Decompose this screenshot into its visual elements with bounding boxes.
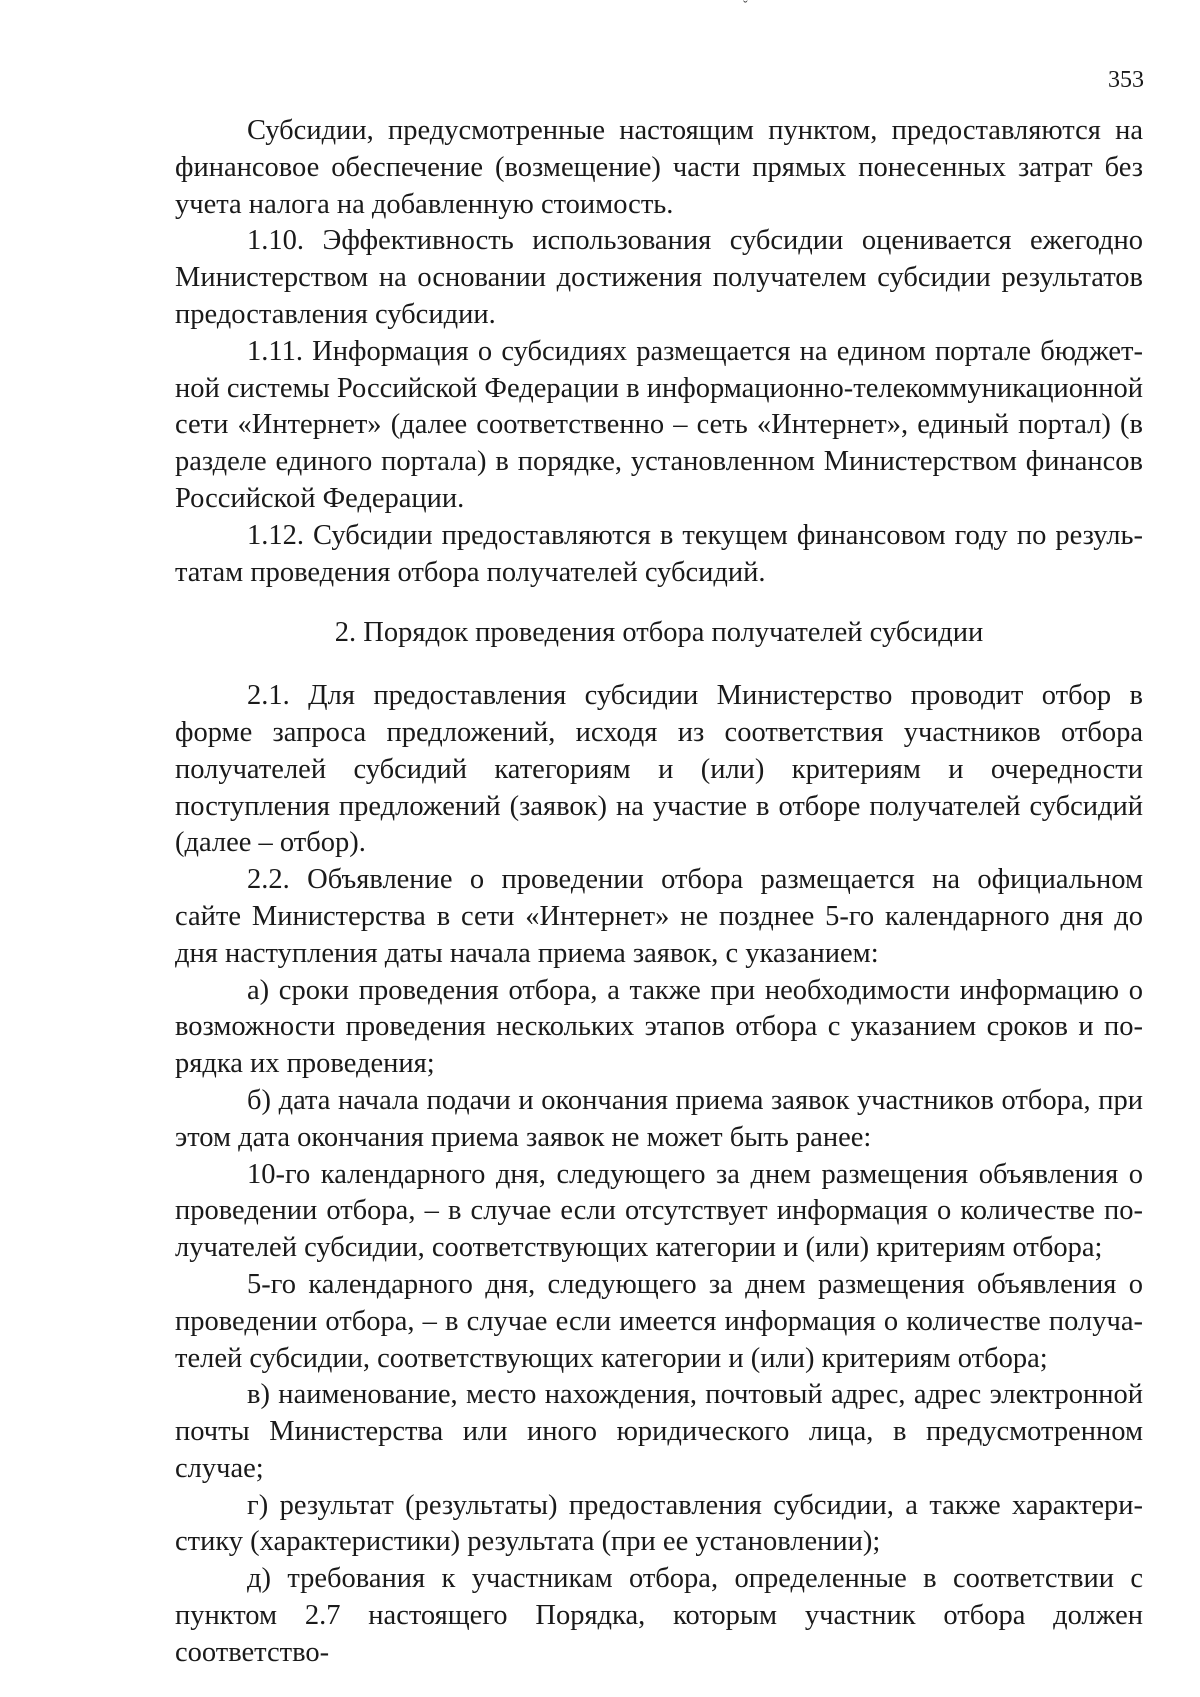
paragraph-1-12: 1.12. Субсидии предоставляются в текущем финансовом году по результатам проведения отбора получателей субсидий. bbox=[175, 519, 1143, 588]
sub-item-5-day: 5-го календарного дня, следующего за днем размещения объявления о проведении отбора, – в случае если имеется информация о количестве получателей субсидии, соответствующих категории и (или) критериям отбора; bbox=[175, 1268, 1143, 1374]
paragraph-2-2: 2.2. Объявление о проведении отбора размещается на официальном сайте Министерства в сети «Интернет» не позднее 5-го календарного дня до дня наступления даты начала приема заявок, с указанием: bbox=[175, 864, 1143, 969]
section-heading: 2. Порядок проведения отбора получателей субсидии bbox=[334, 617, 984, 649]
list-item-a: а) сроки проведения отбора, а также при необходимости информацию о возможности проведения нескольких этапов отбора с указанием сроков и порядка их проведения; bbox=[175, 974, 1143, 1080]
list-item-b: б) дата начала подачи и окончания приема заявок участников отбора, при этом дата окончания приема заявок не может быть ранее: bbox=[175, 1084, 1143, 1153]
paragraph-2-1: 2.1. Для предоставления субсидии Министерство проводит отбор в форме запроса предложений, исходя из соответствия участников отбора получателей субсидий категориям и (или) критериям и очередности поступления предложений (заявок) на участие в отборе получателей субсидий (далее – отбор). bbox=[175, 680, 1143, 859]
scan-mark: ˇ bbox=[743, 0, 748, 14]
list-item-d: д) требования к участникам отбора, определенные в соответствии с пунктом 2.7 настоящего Порядка, которым участник отбора должен соответство- bbox=[175, 1563, 1143, 1668]
paragraph-1-11: 1.11. Информация о субсидиях размещается на едином портале бюджетной системы Российской Федерации в информационно-телекоммуникационной сети «Интернет» (далее соответственно – сеть «Интернет», единый портал) (в разделе единого портала) в порядке, установленном Министерством финансов Российской Федерации. bbox=[175, 335, 1143, 514]
page-number: 353 bbox=[1108, 67, 1144, 93]
list-item-g: г) результат (результаты) предоставления субсидии, а также характеристику (характеристики) результата (при ее установлении); bbox=[175, 1489, 1143, 1558]
paragraph: Субсидии, предусмотренные настоящим пунктом, предоставляются на финансовое обеспечение (возмещение) части прямых понесенных затрат без учета налога на добавленную стоимость. bbox=[175, 115, 1143, 220]
list-item-v: в) наименование, место нахождения, почтовый адрес, адрес электронной почты Министерства или иного юридического лица, в предусмотренном случае; bbox=[175, 1379, 1143, 1484]
sub-item-10-day: 10-го календарного дня, следующего за днем размещения объявления о проведении отбора, – в случае если отсутствует информация о количестве получателей субсидии, соответствующих категории и (или) критериям отбора; bbox=[175, 1158, 1143, 1264]
document-body bbox=[175, 113, 1143, 1672]
paragraph-1-10: 1.10. Эффективность использования субсидии оценивается ежегодно Министерством на основании достижения получателем субсидии результатов предоставления субсидии. bbox=[175, 225, 1143, 330]
